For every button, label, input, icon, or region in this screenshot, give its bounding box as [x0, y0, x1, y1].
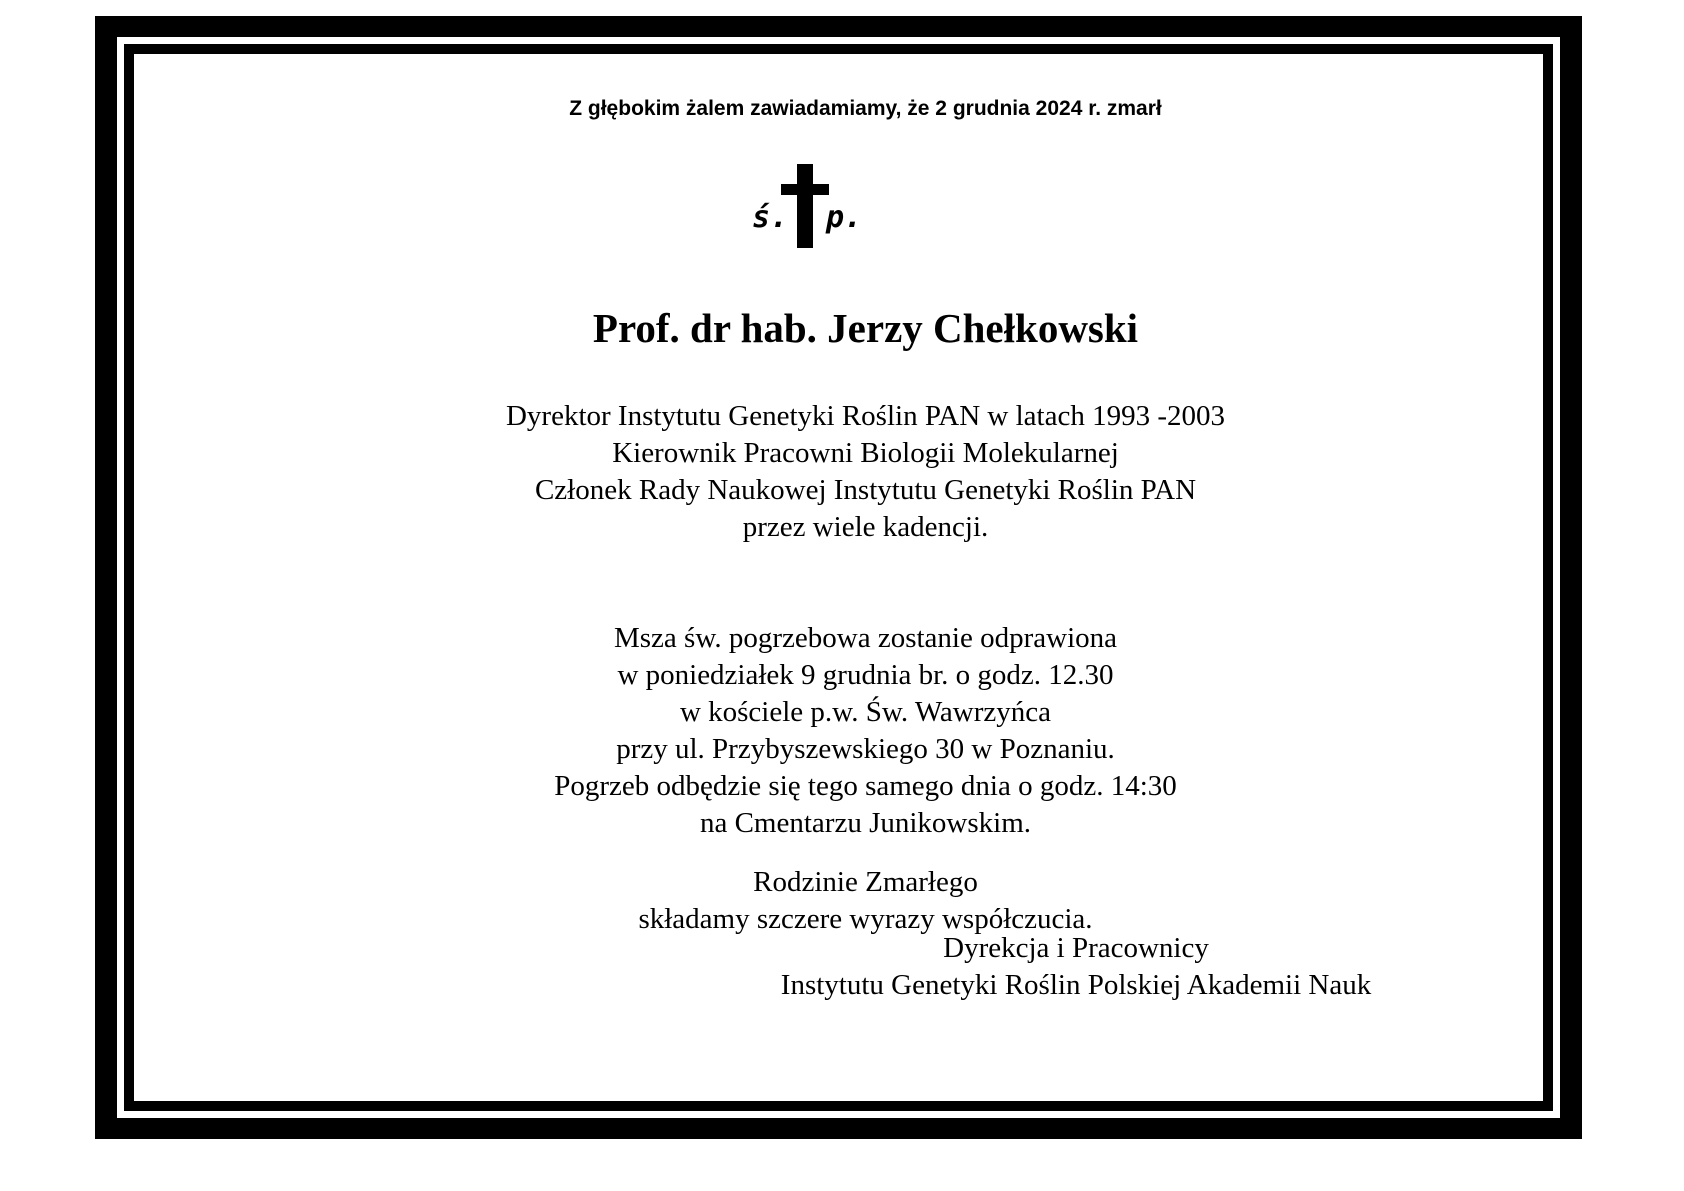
signature-line: Dyrekcja i Pracownicy [943, 932, 1209, 964]
signature-block [746, 930, 1406, 1004]
funeral-line: na Cmentarzu Junikowskim. [699, 807, 1032, 839]
role-line: Członek Rady Naukowej Instytutu Genetyki Roślin PAN [534, 474, 1197, 506]
funeral-line: przy ul. Przybyszewskiego 30 w Poznaniu. [616, 733, 1115, 765]
condolence-line: Rodzinie Zmarłego [753, 866, 978, 898]
signature-line: Instytutu Genetyki Roślin Polskiej Akademii Nauk [780, 969, 1372, 1001]
funeral-line: Pogrzeb odbędzie się tego samego dnia o godz. 14:30 [554, 770, 1177, 802]
swietej-pamieci-mark [748, 164, 868, 248]
role-line: Dyrektor Instytutu Genetyki Roślin PAN w latach 1993 -2003 [505, 400, 1226, 432]
funeral-line: w kościele p.w. Św. Wawrzyńca [679, 696, 1052, 728]
roles-block [134, 398, 1543, 546]
role-line: przez wiele kadencji. [742, 511, 989, 543]
funeral-line: Msza św. pogrzebowa zostanie odprawiona [613, 622, 1118, 654]
deceased-name: Prof. dr hab. Jerzy Chełkowski [592, 305, 1139, 351]
obituary-card [134, 54, 1543, 1101]
condolence-line: składamy szczere wyrazy współczucia. [638, 903, 1093, 935]
sp-right-letter: p. [826, 200, 863, 235]
condolence-block [134, 864, 1543, 938]
funeral-info-block [134, 620, 1543, 842]
announcement-intro: Z głębokim żalem zawiadamiamy, że 2 grudnia 2024 r. zmarł [569, 97, 1162, 120]
funeral-line: w poniedziałek 9 grudnia br. o godz. 12.30 [617, 659, 1114, 691]
sp-left-letter: ś. [752, 200, 789, 235]
role-line: Kierownik Pracowni Biologii Molekularnej [612, 437, 1119, 469]
